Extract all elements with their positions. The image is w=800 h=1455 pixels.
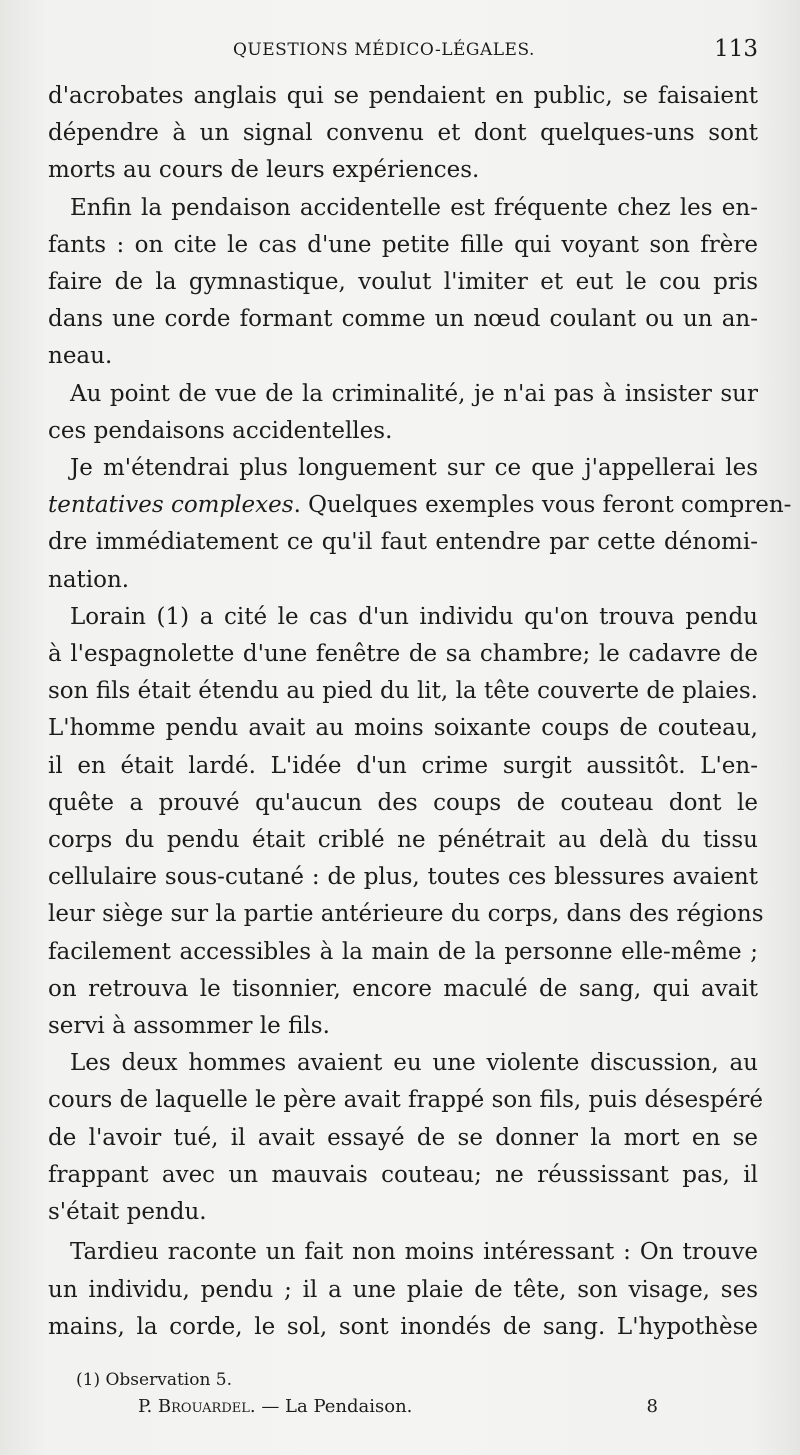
text-line: nation.: [48, 566, 130, 593]
signature-mark: 8: [646, 1396, 658, 1417]
text-line: faire de la gymnastique, voulut l'imiter et eut le cou pris: [48, 269, 758, 296]
text-line: fants : on cite le cas d'une petite fille qui voyant son frère: [48, 231, 758, 258]
text-line: on retrouva le tisonnier, encore maculé de sang, qui avait: [48, 975, 758, 1002]
text-line: à l'espagnolette d'une fenêtre de sa chambre; le cadavre de: [48, 641, 758, 668]
text-line: servi à assommer le fils.: [48, 1013, 330, 1040]
body-text: [48, 78, 792, 1346]
text-line: dépendre à un signal convenu et dont quelques-uns sont: [48, 120, 758, 147]
text-line: dans une corde formant comme un nœud coulant ou un an-: [48, 306, 758, 333]
page-number: 113: [714, 36, 758, 62]
footnote: (1) Observation 5.: [76, 1370, 233, 1390]
text-line: un individu, pendu ; il a une plaie de tête, son visage, ses: [48, 1276, 758, 1303]
signature-title: — La Pendaison.: [261, 1396, 413, 1417]
printer-signature: [138, 1396, 658, 1417]
text-line: Tardieu raconte un fait non moins intéressant : On trouve: [70, 1239, 758, 1266]
text-line: dre immédiatement ce qu'il faut entendre par cette dénomi-: [48, 529, 758, 556]
signature-author: P. Brouardel.: [138, 1396, 256, 1417]
text-line: cellulaire sous-cutané : de plus, toutes ces blessures avaient: [48, 864, 758, 891]
text-line: corps du pendu était criblé ne pénétrait au delà du tissu: [48, 827, 758, 854]
text-line: ces pendaisons accidentelles.: [48, 417, 393, 444]
text-line: son fils était étendu au pied du lit, la tête couverte de plaies.: [48, 678, 758, 705]
paragraph-4: [48, 450, 792, 599]
text-line: s'était pendu.: [48, 1199, 207, 1226]
text-line: de l'avoir tué, il avait essayé de se donner la mort en se: [48, 1124, 758, 1151]
paragraph-2: [48, 190, 758, 376]
text-line: Au point de vue de la criminalité, je n'ai pas à insister sur: [70, 380, 758, 407]
text-line: leur siège sur la partie antérieure du corps, dans des régions: [48, 901, 764, 928]
paragraph-7: [48, 1234, 758, 1346]
text-line: Les deux hommes avaient eu une violente discussion, au: [70, 1050, 758, 1077]
italic-term: tentatives complexes: [48, 492, 294, 519]
text-line: Enfin la pendaison accidentelle est fréquente chez les en-: [70, 194, 758, 221]
text-line: il en était lardé. L'idée d'un crime surgit aussitôt. L'en-: [48, 752, 758, 779]
text-line: quête a prouvé qu'aucun des coups de couteau dont le: [48, 789, 758, 816]
paragraph-3: [48, 376, 758, 450]
text-line: cours de laquelle le père avait frappé son fils, puis désespéré: [48, 1087, 763, 1114]
running-title: QUESTIONS MÉDICO-LÉGALES.: [233, 40, 535, 60]
text-line: Lorain (1) a cité le cas d'un individu qu'on trouva pendu: [70, 603, 758, 630]
paragraph-6: [48, 1045, 763, 1231]
text-line: mains, la corde, le sol, sont inondés de sang. L'hypothèse: [48, 1313, 758, 1340]
text-line: morts au cours de leurs expériences.: [48, 157, 480, 184]
text-line: neau.: [48, 343, 113, 370]
running-head: [48, 36, 778, 66]
text-line-with-italic: tentatives complexes. Quelques exemples vous feront compren-: [48, 492, 792, 519]
paragraph-1: [48, 78, 758, 190]
text-line: facilement accessibles à la main de la personne elle-même ;: [48, 938, 758, 965]
text-line: L'homme pendu avait au moins soixante coups de couteau,: [48, 715, 758, 742]
text-line: frappant avec un mauvais couteau; ne réussissant pas, il: [48, 1161, 758, 1188]
text-line: Je m'étendrai plus longuement sur ce que j'appellerai les: [70, 455, 758, 482]
text-line: d'acrobates anglais qui se pendaient en public, se faisaient: [48, 83, 758, 109]
paragraph-5: [48, 599, 764, 1045]
